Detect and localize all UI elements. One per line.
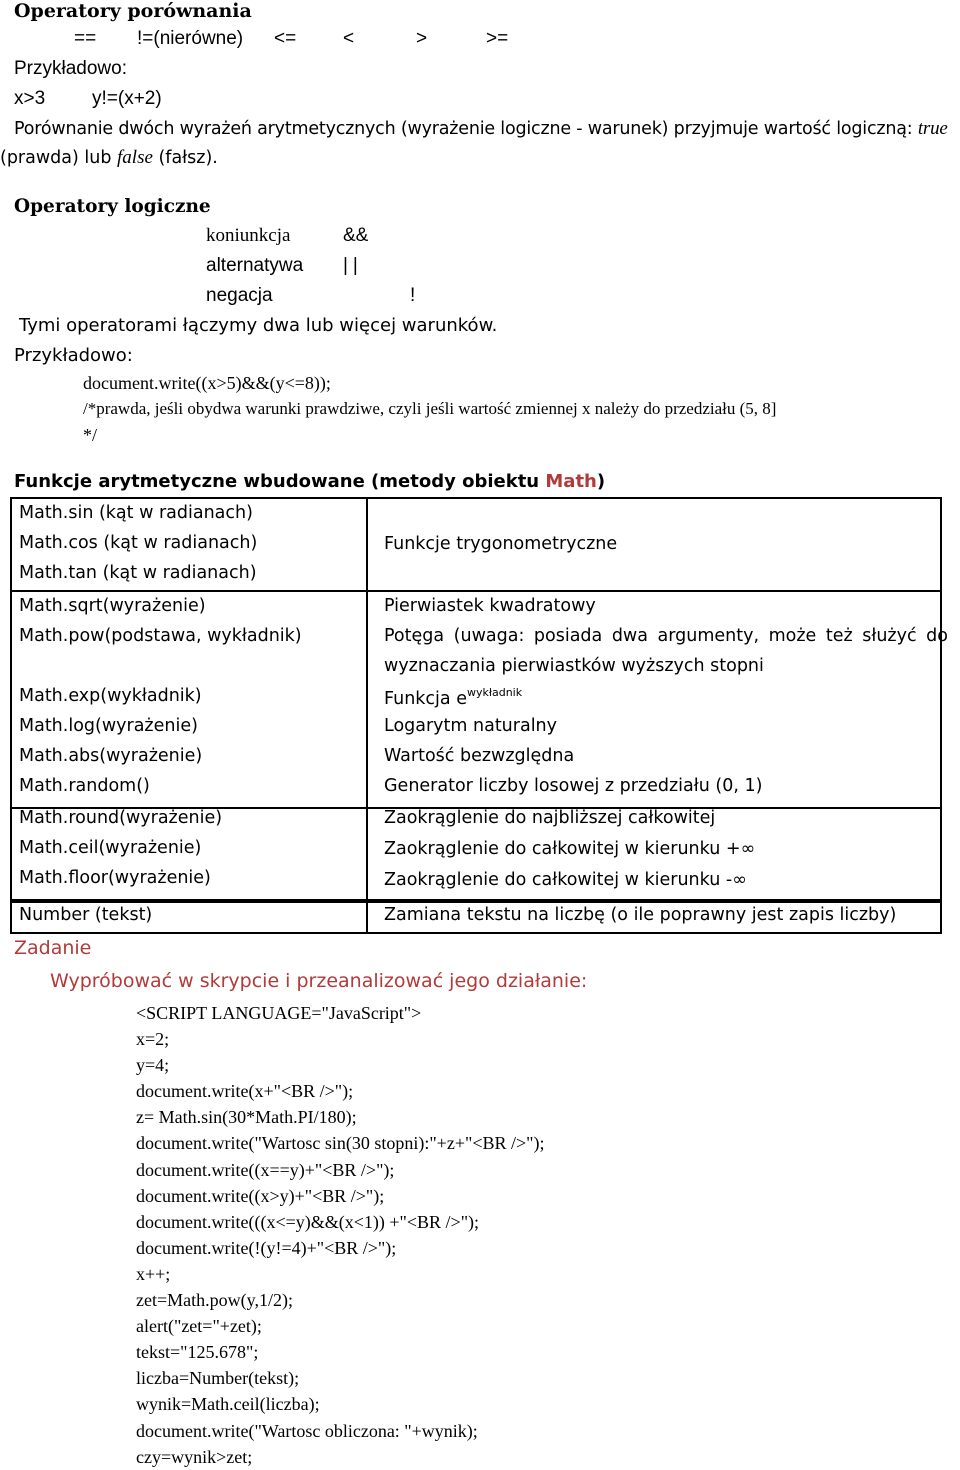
fn-exp: Math.exp(wykładnik) [19, 686, 202, 706]
desc-sqrt: Pierwiastek kwadratowy [384, 596, 596, 616]
logical-and-symbol: && [343, 225, 369, 246]
logical-comment-line1: /*prawda, jeśli obydwa warunki prawdziwe, czyli jeśli wartość zmiennej x należy do przedziału (5, 8] [83, 399, 777, 418]
desc-floor: Zaokrąglenie do całkowitej w kierunku -∞ [384, 870, 747, 890]
code-line: document.write((x==y)+"<BR />"); [136, 1159, 395, 1180]
fn-abs: Math.abs(wyrażenie) [19, 746, 203, 766]
fn-round: Math.round(wyrażenie) [19, 808, 223, 828]
functions-title: Funkcje arytmetyczne wbudowane (metody obiektu Math) [14, 471, 606, 492]
code-line: x++; [136, 1263, 171, 1284]
code-line: z= Math.sin(30*Math.PI/180); [136, 1107, 357, 1128]
operator-gte: >= [486, 28, 509, 49]
functions-table [10, 497, 948, 934]
code-line: liczba=Number(tekst); [136, 1368, 300, 1389]
fn-log: Math.log(wyrażenie) [19, 716, 198, 736]
code-line: alert("zet="+zet); [136, 1316, 262, 1337]
logical-and-name: koniunkcja [206, 225, 291, 246]
fn-cos: Math.cos (kąt w radianach) [19, 533, 258, 553]
table-column-divider [366, 497, 368, 934]
example-1: x>3 [14, 88, 46, 109]
code-line: tekst="125.678"; [136, 1342, 259, 1363]
code-line: document.write((x>y)+"<BR />"); [136, 1185, 385, 1206]
code-line: document.write("Wartosc obliczona: "+wynik); [136, 1420, 478, 1441]
task-title: Zadanie [14, 937, 92, 959]
logical-code-line: document.write((x>5)&&(y<=8)); [83, 373, 331, 393]
operator-lt: < [343, 28, 355, 49]
logical-comment-line2: */ [83, 425, 98, 445]
comparison-desc-line2: (prawda) lub false (fałsz). [0, 147, 218, 168]
code-line: wynik=Math.ceil(liczba); [136, 1394, 320, 1415]
fn-sqrt: Math.sqrt(wyrażenie) [19, 596, 206, 616]
code-line: czy=wynik>zet; [136, 1446, 253, 1467]
fn-pow: Math.pow(podstawa, wykładnik) [19, 626, 302, 646]
code-line: zet=Math.pow(y,1/2); [136, 1290, 293, 1311]
code-line: document.write(!(y!=4)+"<BR />"); [136, 1237, 397, 1258]
code-line: document.write(x+"<BR />"); [136, 1081, 354, 1102]
desc-number: Zamiana tekstu na liczbę (o ile poprawny jest zapis liczby) [384, 905, 897, 925]
comparison-desc-line1: Porównanie dwóch wyrażeń arytmetycznych (wyrażenie logiczne - warunek) przyjmuje wartość logiczną: true [14, 118, 948, 139]
table-border-left [10, 497, 12, 934]
logical-not-symbol: ! [410, 285, 416, 306]
task-subtitle: Wypróbować w skrypcie i przeanalizować jego działanie: [50, 970, 588, 992]
table-row-divider-3 [10, 899, 942, 903]
task-code-block [136, 1000, 544, 1470]
table-border-bottom [10, 932, 942, 934]
operator-gt: > [416, 28, 428, 49]
logical-not-name: negacja [206, 285, 273, 306]
logical-or-name: alternatywa [206, 255, 304, 276]
desc-round: Zaokrąglenie do najbliższej całkowitej [384, 808, 716, 828]
fn-tan: Math.tan (kąt w radianach) [19, 563, 257, 583]
desc-exp: Funkcja $e^{wykładnik}$ [384, 686, 523, 709]
code-line: y=4; [136, 1055, 170, 1076]
logical-or-symbol: || [343, 255, 363, 276]
logical-desc: Tymi operatorami łączymy dwa lub więcej warunków. [19, 315, 498, 336]
desc-pow: Potęga (uwaga: posiada dwa argumenty, może też służyć do [384, 626, 948, 646]
fn-floor: Math.floor(wyrażenie) [19, 868, 211, 888]
fn-number: Number (tekst) [19, 905, 153, 925]
fn-ceil: Math.ceil(wyrażenie) [19, 838, 202, 858]
desc-random: Generator liczby losowej z przedziału (0, 1) [384, 776, 763, 796]
operator-eq: == [74, 28, 97, 49]
operator-lte: <= [274, 28, 297, 49]
comparison-title: Operatory porównania [14, 0, 252, 22]
logical-example-label: Przykładowo: [14, 345, 133, 366]
operator-neq: !=(nierówne) [137, 28, 244, 49]
code-line: document.write(((x<=y)&&(x<1)) +"<BR />"); [136, 1211, 480, 1232]
code-line: x=2; [136, 1029, 170, 1050]
code-line: <SCRIPT LANGUAGE="JavaScript"> [136, 1003, 422, 1023]
table-border-top [10, 497, 942, 499]
trig-desc: Funkcje trygonometryczne [384, 534, 618, 554]
table-border-right [940, 497, 942, 934]
example-2: y!=(x+2) [92, 88, 162, 109]
table-row-divider-1 [10, 590, 942, 592]
fn-random: Math.random() [19, 776, 150, 796]
desc-log: Logarytm naturalny [384, 716, 558, 736]
code-line: document.write("Wartosc sin(30 stopni):"+z+"<BR />"); [136, 1133, 545, 1154]
fn-sin: Math.sin (kąt w radianach) [19, 503, 253, 523]
desc-abs: Wartość bezwzględna [384, 746, 575, 766]
desc-ceil: Zaokrąglenie do całkowitej w kierunku +∞ [384, 839, 756, 859]
example-label: Przykładowo: [14, 58, 127, 79]
desc-pow-cont: wyznaczania pierwiastków wyższych stopni [384, 656, 764, 676]
logical-title: Operatory logiczne [14, 196, 211, 217]
